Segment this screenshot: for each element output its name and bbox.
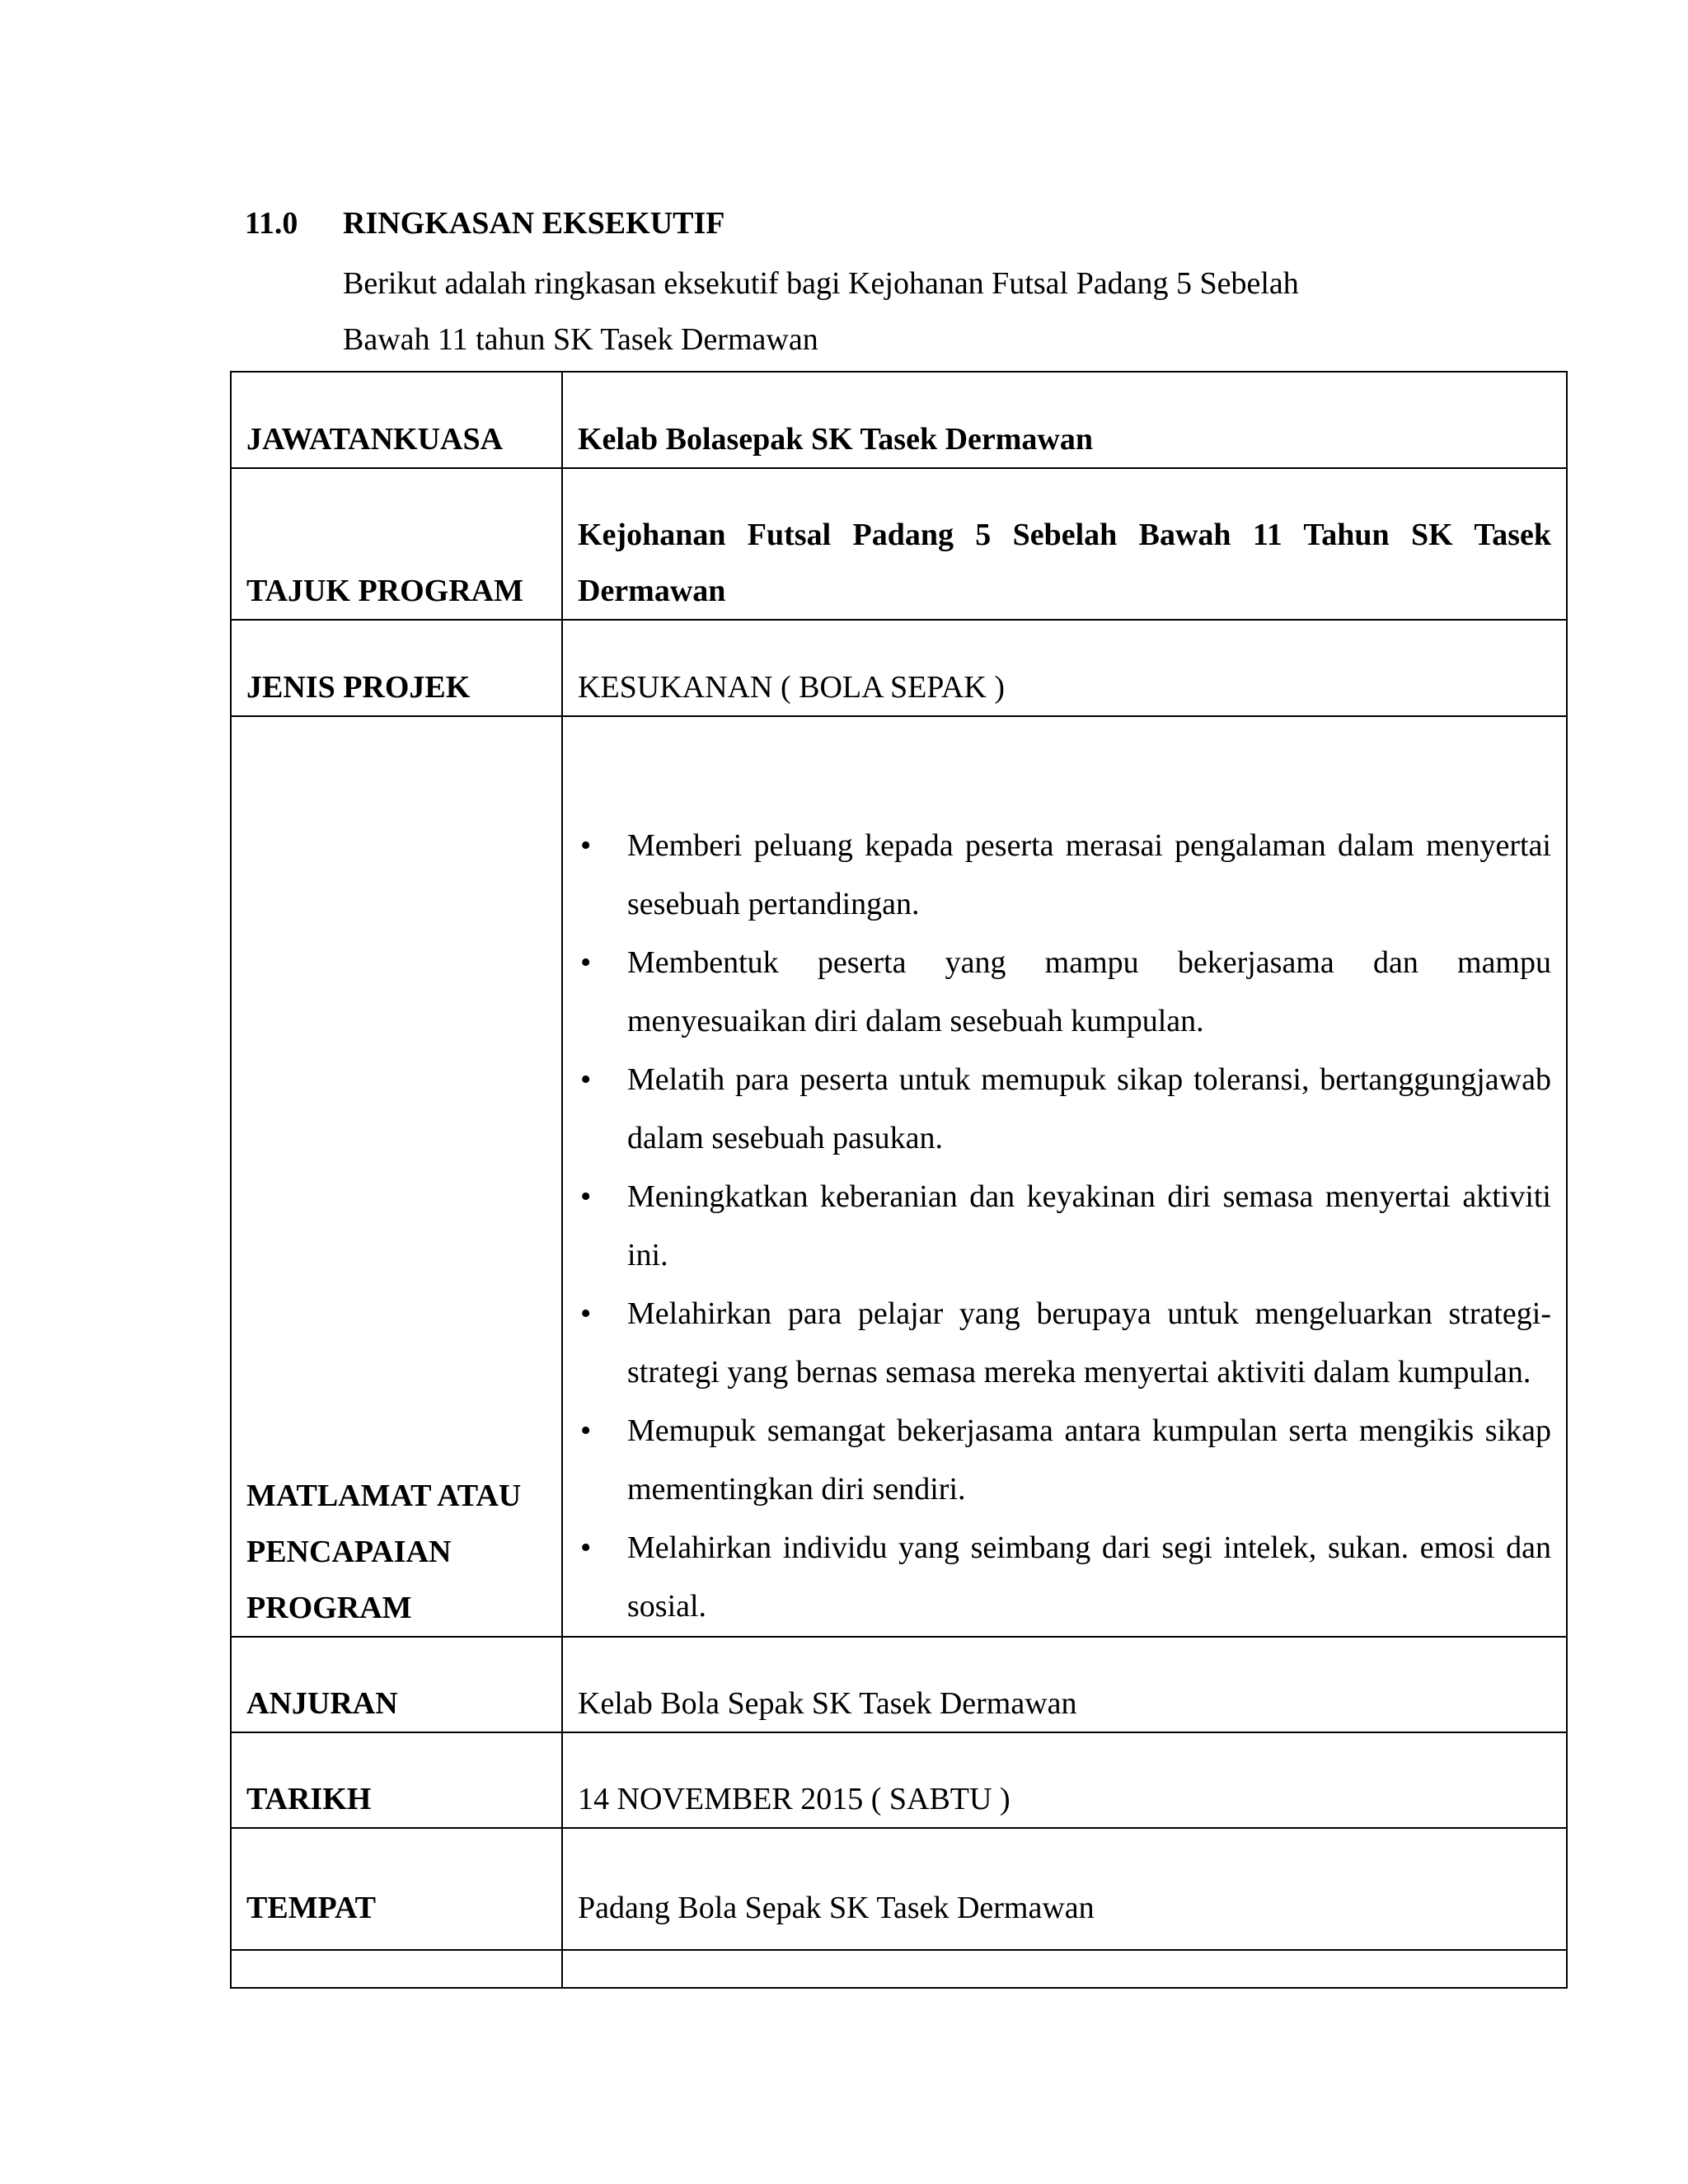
row-label-matlamat: [231, 716, 562, 1637]
bullet-icon: •: [580, 1179, 592, 1214]
empty-cell: [231, 1950, 562, 1988]
bullet-icon: •: [580, 945, 592, 980]
table-row: [231, 1828, 1567, 1950]
intro-line-2: Bawah 11 tahun SK Tasek Dermawan: [343, 322, 818, 357]
goal-text: Melahirkan para pelajar yang berupaya untuk mengeluarkan strategi-strategi yang bernas semasa mereka menyertai aktiviti dalam kumpulan.: [627, 1296, 1551, 1390]
bullet-icon: •: [580, 1296, 592, 1331]
row-value-jawatankuasa: Kelab Bolasepak SK Tasek Dermawan: [562, 372, 1567, 468]
section-number: 11.0: [245, 206, 298, 241]
bullet-icon: •: [580, 1530, 592, 1565]
bullet-icon: •: [580, 1062, 592, 1097]
row-label-jawatankuasa: JAWATANKUASA: [231, 372, 562, 468]
section-intro: [343, 255, 1579, 368]
goal-text: Meningkatkan keberanian dan keyakinan diri semasa menyertai aktiviti ini.: [627, 1179, 1551, 1272]
table-row: [231, 716, 1567, 1637]
row-value-tajuk-program: Kejohanan Futsal Padang 5 Sebelah Bawah 11 Tahun SK Tasek Dermawan: [562, 468, 1567, 620]
table-row: [231, 620, 1567, 716]
matlamat-label-line-2: PENCAPAIAN: [246, 1535, 452, 1569]
row-label-tempat: TEMPAT: [231, 1828, 562, 1950]
matlamat-label-line-3: PROGRAM: [246, 1591, 412, 1625]
section-heading: [245, 202, 724, 245]
row-label-tarikh: TARIKH: [231, 1732, 562, 1828]
matlamat-label-line-1: MATLAMAT ATAU: [246, 1479, 522, 1513]
list-item: [578, 1051, 1551, 1168]
goal-text: Memupuk semangat bekerjasama antara kumpulan serta mengikis sikap mementingkan diri sendiri.: [627, 1413, 1551, 1507]
row-value-anjuran: Kelab Bola Sepak SK Tasek Dermawan: [562, 1637, 1567, 1732]
table-row: [231, 1637, 1567, 1732]
empty-cell: [562, 1950, 1567, 1988]
goal-text: Membentuk peserta yang mampu bekerjasama dan mampu menyesuaikan diri dalam sesebuah kumpulan.: [627, 945, 1551, 1038]
table-row: [231, 468, 1567, 620]
list-item: [578, 817, 1551, 934]
list-item: [578, 1519, 1551, 1636]
table-row-empty: [231, 1950, 1567, 1988]
goal-text: Melahirkan individu yang seimbang dari segi intelek, sukan. emosi dan sosial.: [627, 1530, 1551, 1624]
intro-line-1: Berikut adalah ringkasan eksekutif bagi Kejohanan Futsal Padang 5 Sebelah: [343, 266, 1299, 301]
row-value-tempat: Padang Bola Sepak SK Tasek Dermawan: [562, 1828, 1567, 1950]
row-label-tajuk-program: TAJUK PROGRAM: [231, 468, 562, 620]
table-row: [231, 1732, 1567, 1828]
table-row: [231, 372, 1567, 468]
row-label-anjuran: ANJURAN: [231, 1637, 562, 1732]
bullet-icon: •: [580, 1413, 592, 1448]
row-value-matlamat: [562, 716, 1567, 1637]
row-value-jenis-projek: KESUKANAN ( BOLA SEPAK ): [562, 620, 1567, 716]
bullet-icon: •: [580, 828, 592, 863]
executive-summary-table: [230, 371, 1568, 1989]
list-item: [578, 1402, 1551, 1519]
row-value-tarikh: 14 NOVEMBER 2015 ( SABTU ): [562, 1732, 1567, 1828]
row-label-jenis-projek: JENIS PROJEK: [231, 620, 562, 716]
goal-text: Memberi peluang kepada peserta merasai pengalaman dalam menyertai sesebuah pertandingan.: [627, 828, 1551, 921]
list-item: [578, 1285, 1551, 1402]
goal-text: Melatih para peserta untuk memupuk sikap toleransi, bertanggungjawab dalam sesebuah pasukan.: [627, 1062, 1551, 1155]
goals-list: [578, 792, 1551, 1636]
list-item: [578, 934, 1551, 1051]
section-title: RINGKASAN EKSEKUTIF: [343, 206, 725, 241]
list-item: [578, 1168, 1551, 1285]
